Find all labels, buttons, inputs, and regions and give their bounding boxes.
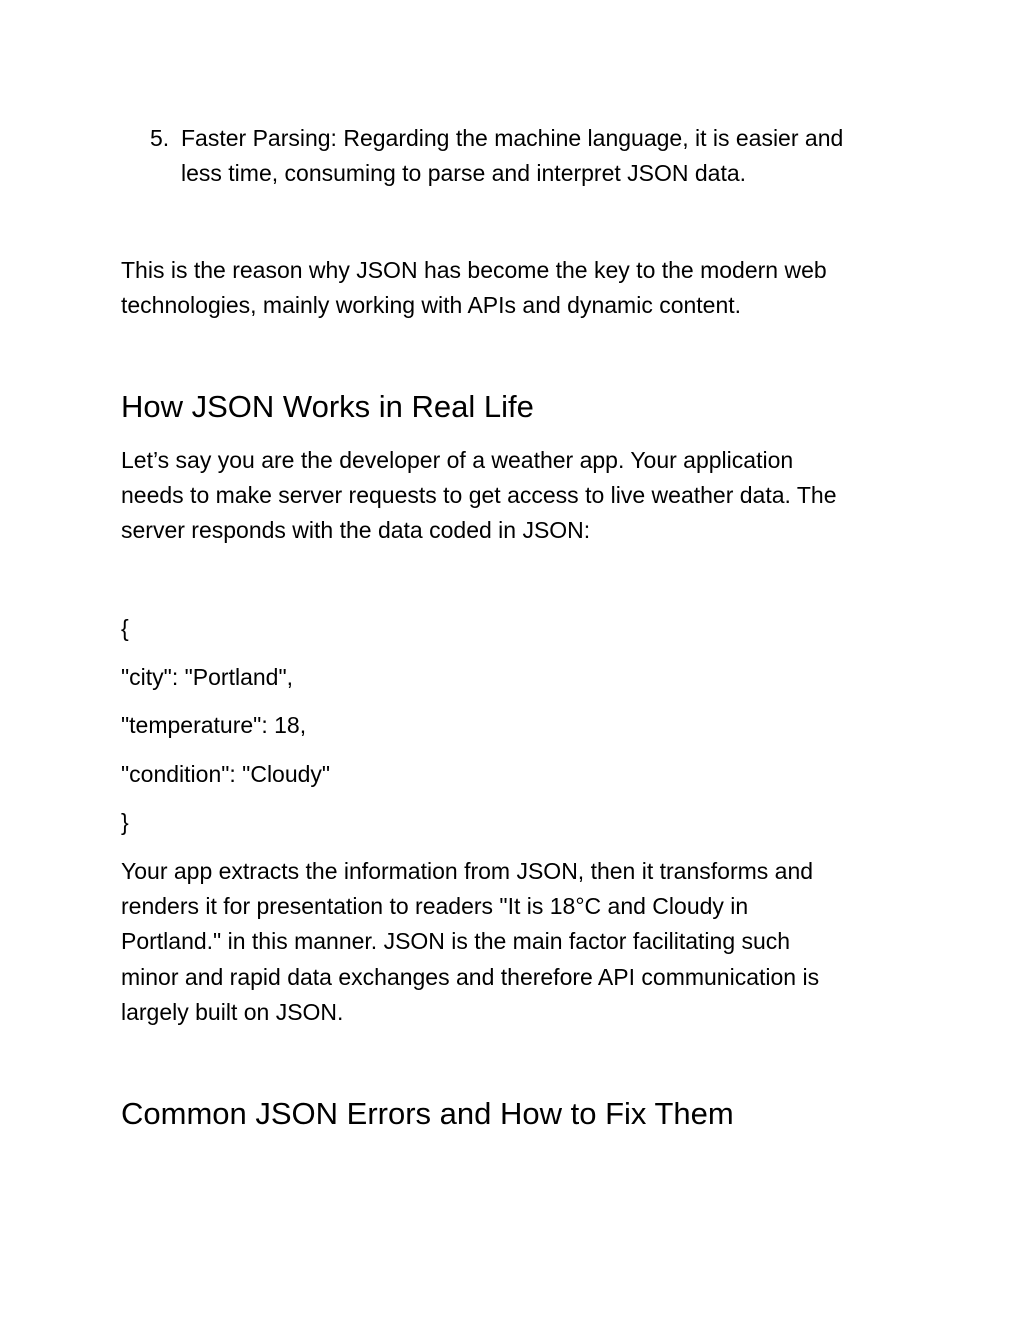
list-item-line: Faster Parsing: Regarding the machine language, it is easier and xyxy=(181,125,844,151)
code-line: "city": "Portland", xyxy=(121,664,293,690)
list-number: 5. xyxy=(150,125,170,151)
code-line: "temperature": 18, xyxy=(121,712,307,738)
paragraph-line: This is the reason why JSON has become the key to the modern web xyxy=(121,257,827,283)
section-heading: How JSON Works in Real Life xyxy=(121,389,534,424)
paragraph-line: technologies, mainly working with APIs and dynamic content. xyxy=(121,292,742,318)
paragraph-line: Let’s say you are the developer of a weather app. Your application xyxy=(121,447,794,473)
list-item-line: less time, consuming to parse and interpret JSON data. xyxy=(181,160,747,186)
paragraph-line: largely built on JSON. xyxy=(121,999,344,1025)
code-line: "condition": "Cloudy" xyxy=(121,761,331,787)
code-line: { xyxy=(121,615,129,641)
paragraph-line: Your app extracts the information from JSON, then it transforms and xyxy=(121,858,814,884)
section-heading: Common JSON Errors and How to Fix Them xyxy=(121,1096,734,1131)
code-line: } xyxy=(121,809,129,835)
paragraph-line: minor and rapid data exchanges and therefore API communication is xyxy=(121,964,820,990)
paragraph-line: renders it for presentation to readers "It is 18°C and Cloudy in xyxy=(121,893,749,919)
paragraph-line: server responds with the data coded in JSON: xyxy=(121,517,591,543)
paragraph-line: needs to make server requests to get access to live weather data. The xyxy=(121,482,837,508)
paragraph-line: Portland." in this manner. JSON is the main factor facilitating such xyxy=(121,928,791,954)
